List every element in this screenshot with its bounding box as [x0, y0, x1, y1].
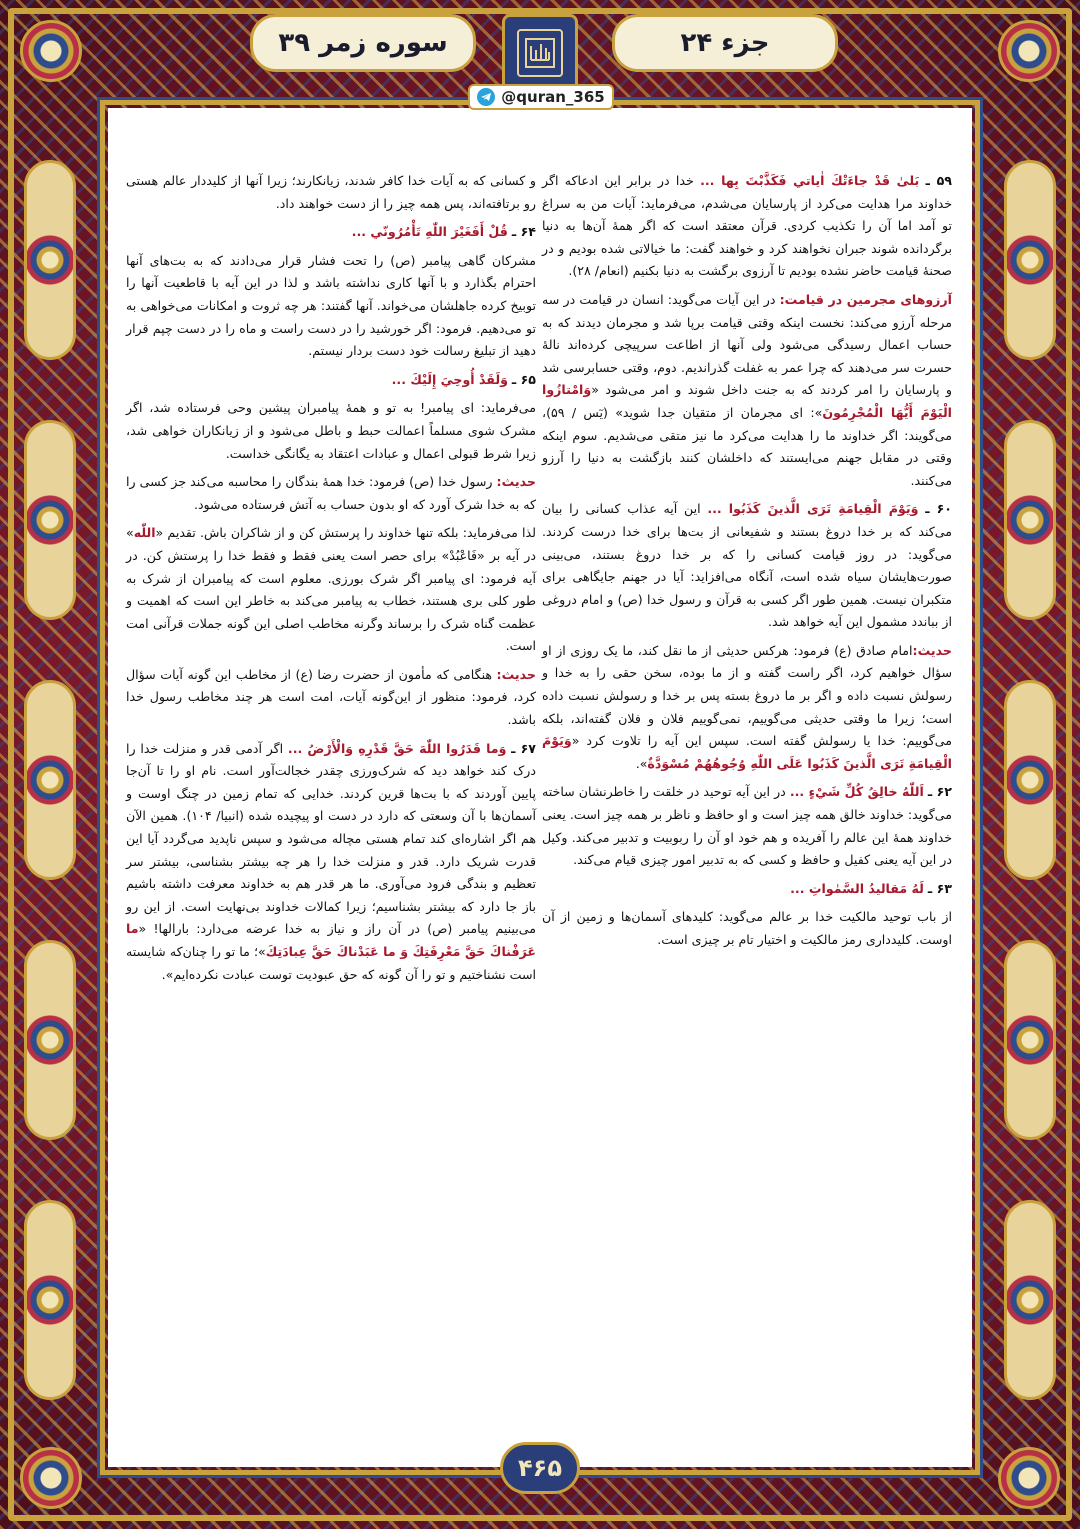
- surah-title: سوره زمر ۳۹: [250, 14, 476, 72]
- page-number: ۴۶۵: [500, 1442, 580, 1494]
- side-ornament-icon: [1004, 420, 1056, 620]
- paragraph: از باب توحید مالکیت خدا بر عالم می‌گوید: کلیدهای آسمان‌ها و زمین از آن اوست. کلیدداری رمز مالکیت و اختیار تام بر چیزی است.: [542, 909, 952, 947]
- paragraph: مشرکان گاهی پیامبر (ص) را تحت فشار قرار می‌دادند که به بت‌های آنها احترام بگذارد و با آنها کاری نداشته باشد و لذا در این آیه با قاطعیت آنها را توبیخ کرده جاهلشان می‌خواند. آنها گفتند: هر چه ثروت و امکانات می‌خواهی به تو می‌دهیم. فرمود: اگر خورشید را در دست راست و ماه را در دست چپم قرار دهید از تبلیغ رسالت خود دست بردار نیستم.: [126, 252, 536, 359]
- hadith-label: حدیث:: [496, 666, 536, 682]
- quran-logo-icon: [517, 29, 563, 77]
- verse-text: بَلىٰ قَدْ جاءَتْكَ اٰياتي فَكَذَّبْتَ بِها ...: [700, 173, 920, 188]
- section-label: آرزوهای مجرمین در قیامت:: [779, 291, 952, 307]
- paragraph: ۶۳ ـ لَهُ مَقاليدُ السَّمٰواتِ ...: [790, 880, 952, 896]
- verse-text: وَيَوْمَ الْقِيامَةِ تَرَى الَّذينَ كَذَبُوا عَلَى اللّٰهِ وُجُوهُهُمْ مُسْوَدَّةٌ: [542, 733, 952, 771]
- paragraph: ۶۰ ـ وَيَوْمَ الْقِيامَةِ تَرَى الَّذينَ كَذَبُوا ... این آیه عذاب کسانی را بیان می‌کند که بر خدا دروغ بستند و شفیعانی از بت‌ها برای خدا درست کردند. می‌گوید: در روز قیامت کسانی را که بر خدا دروغ بستند، می‌بینی صورت‌هایشان سیاه شده است، آنگاه می‌افزاید: آیا در جهنم جایگاهی برای متکبران نیست. همین طور اگر کسی به قرآن و رسول خدا (ص) و امام دروغی از بباندد مشمول این آیه خواهد شد.: [542, 501, 952, 630]
- verse-text: وَلَقَدْ أُوحِيَ إِلَيْكَ ...: [391, 371, 508, 387]
- verse-text: قُلْ أَفَغَيْرَ اللّٰهِ تَأْمُرُونّي ...: [351, 224, 508, 240]
- telegram-icon: [477, 88, 495, 106]
- paragraph: لذا می‌فرماید: بلکه تنها خداوند را پرستش کن و از شاکران باش. تقدیم «اللّٰه» در آیه بر «فَاعْبُدْ» برای حصر است یعنی فقط و فقط خدا را پرستش کن. در آیه فرمود: ای پیامبر اگر شرک بورزی. معلوم است که پیامبران از شرک به طور کلی بری هستند، خطاب به پیامبر می‌کند به خاطر این است که اهمیت و عظمت گناه شرک را برساند وگرنه مخاطب اصلی این گونه جملات قرآنی امت است.: [126, 525, 536, 654]
- side-ornament-icon: [1004, 940, 1056, 1140]
- corner-rosette-icon: [20, 20, 82, 82]
- side-ornament-icon: [24, 940, 76, 1140]
- paragraph: ۵۹ ـ بَلىٰ قَدْ جاءَتْكَ اٰياتي فَكَذَّبْتَ بِها ... خدا در برابر این ادعاکه اگر خداوند مرا هدایت می‌کرد از پارسایان می‌شدم، می‌فرماید: آیات من به سراغ تو آمد اما آن را تکذیب کردی. قرآن معتقد است که اگر همهٔ آن‌ها به دنیا برگردانده شوند جبران نخواهند کرد و خواهند گفت: ما خیالاتی شده بودیم و در صحنهٔ قیامت حاضر نشده بودیم تا آرزوی برگشت به دنیا بکنیم (انعام/ ۲۸).: [542, 173, 952, 279]
- corner-rosette-icon: [998, 1447, 1060, 1509]
- paragraph: حدیث:امام صادق (ع) فرمود: هرکس حدیثی از ما نقل کند، ما یک روزی از او سؤال خواهیم کرد، اگر راست گفته و از ما بوده، سخن حقی را به خدا و رسولش نسبت داده و اگر بر ما دروغ بسته پس بر خدا و رسولش نسبت داده است؛ زیرا ما وقتی حدیثی می‌گوییم، نمی‌گوییم فلان و فلان گفته‌اند، بلکه می‌گوییم: خدا یا رسولش گفته است. سپس این آیه را تلاوت کرد «وَيَوْمَ الْقِيامَةِ تَرَى الَّذينَ كَذَبُوا عَلَى اللّٰهِ وُجُوهُهُمْ مُسْوَدَّةٌ».: [542, 642, 952, 771]
- paragraph: ۶۵ ـ وَلَقَدْ أُوحِيَ إِلَيْكَ ...: [391, 371, 536, 387]
- paragraph: حدیث: هنگامی که مأمون از حضرت رضا (ع) از مخاطب این گونه آیات سؤال کرد، فرمود: منظور از این‌گونه آیات، امت است هر چند مخاطب رسول خدا باشد.: [126, 666, 536, 728]
- paragraph: ۶۲ ـ اَللّٰهُ خالِقُ كُلِّ شَيْءٍ ... در این آیه توحید در خلقت را خاطرنشان ساخته می‌گوید: خداوند خالق همه چیز است و او حافظ و ناظر بر همه چیز است. یعنی خداوند همهٔ این عالم را آفریده و هم خود او آن را ربوبیت و تدبیر می‌کند. وکیل در این آیه یعنی کفیل و حافظ و کسی که به تدبیر امور چیزی قیام می‌کند.: [542, 784, 952, 868]
- side-ornament-icon: [1004, 680, 1056, 880]
- quran-logo: [502, 14, 578, 92]
- verse-text: وَامْتازُوا الْيَوْمَ أَيُّهَا الْمُجْرِمُونَ: [542, 382, 952, 420]
- calligraphy-icon: [523, 36, 557, 70]
- hadith-label: حدیث:: [496, 474, 536, 490]
- side-ornament-icon: [24, 1200, 76, 1400]
- verse-text: ما عَرَفْناكَ حَقَّ مَعْرِفَتِكَ وَ ما عَبَدْناكَ حَقَّ عِبادَتِكَ: [126, 921, 537, 959]
- paragraph: حدیث: رسول خدا (ص) فرمود: خدا همهٔ بندگان را محاسبه می‌کند جز کسی را که به خدا شرک آورد که او بدون حساب به آتش فرستاده می‌شود.: [126, 474, 536, 512]
- telegram-handle[interactable]: [468, 84, 614, 110]
- paragraph: و کسانی که به آیات خدا کافر شدند، زیانکارند؛ زیرا آنها از کلیددار عالم هستی رو برتافته‌اند، پس همه چیز را از دست خواهند داد.: [126, 173, 536, 211]
- side-ornament-icon: [1004, 160, 1056, 360]
- verse-text: وَيَوْمَ الْقِيامَةِ تَرَى الَّذينَ كَذَبُوا ...: [707, 501, 919, 517]
- juz-title: جزء ۲۴: [612, 14, 838, 72]
- corner-rosette-icon: [20, 1447, 82, 1509]
- paragraph: آرزوهای مجرمین در قیامت: در این آیات می‌گوید: انسان در قیامت در سه مرحله آرزو می‌کند: نخست اینکه وقتی قیامت برپا شد و مجرمان دیدند که به حساب اعمال رسیدگی می‌شود ولی آنها از اطاعت سرپیچی کرده‌اند نالهٔ حسرت سر می‌دهند که چرا عمر به غفلت گذراندیم. دوم، وقتی حسابرسی شد و پارسایان را امر کردند که به جنت داخل شوند و امر می‌شود «وَامْتازُوا الْيَوْمَ أَيُّهَا الْمُجْرِمُونَ»: ای مجرمان از متقیان جدا شوید» (یٓس / ۵۹)، می‌گویند: اگر خداوند ما را هدایت می‌کرد ما نیز متقی می‌شدیم. سوم اینکه وقتی در مقابل جهنم می‌ایستند که داخلشان کنند بازگشت به دنیا را آرزو می‌کنند.: [542, 291, 952, 488]
- right-column: [542, 170, 952, 958]
- side-ornament-icon: [24, 680, 76, 880]
- side-ornament-icon: [24, 420, 76, 620]
- paragraph: ۶۴ ـ قُلْ أَفَغَيْرَ اللّٰهِ تَأْمُرُونّي ...: [351, 224, 536, 240]
- hadith-label: حدیث:: [912, 642, 952, 658]
- verse-text: اللّٰه: [133, 525, 156, 541]
- paragraph: ۶۷ ـ وَما قَدَرُوا اللّٰهَ حَقَّ قَدْرِهِ وَالْأَرْضُ ... اگر آدمی قدر و منزلت خدا را درک کند خواهد دید که شرک‌ورزی چقدر خجالت‌آور است. نام او را تا آن‌جا پایین آوردند که با بت‌ها قرین کردند. خدایی که تمام زمین در چنگ اوست و آسمان‌ها با آن وسعتی که دارد در دست او پیچیده شده (انبیا/ ۱۰۴). همین الآن هم اگر اشاره‌ای کند تمام هستی مچاله می‌شود و سپس ناپدید می‌گردد آیا این قدرت شریک دارد. قدر و منزلت خدا را هر چه بیشتر بشناسی، بیشتر سر تعظیم و بندگی فرود می‌آوری. ما هر قدر هم به خداوند معرفت داشته باشیم باز جا دارد که بیشتر بشناسیم؛ زیرا کمالات خداوند بی‌نهایت است. از این رو می‌بینیم پیامبر (ص) در آن راز و نیاز به خدا عرضه می‌دارد: بارالها! «ما عَرَفْناكَ حَقَّ مَعْرِفَتِكَ وَ ما عَبَدْناكَ حَقَّ عِبادَتِكَ»؛ ما تو را چنان‌که شایسته است نشناختیم و تو را آن گونه که حق عبودیت توست عبادت نکرده‌ایم».: [126, 740, 537, 982]
- verse-text: لَهُ مَقاليدُ السَّمٰواتِ ...: [790, 880, 924, 896]
- left-column: [126, 170, 536, 992]
- verse-text: اَللّٰهُ خالِقُ كُلِّ شَيْءٍ ...: [789, 784, 924, 800]
- verse-text: وَما قَدَرُوا اللّٰهَ حَقَّ قَدْرِهِ وَالْأَرْضُ ...: [287, 740, 507, 756]
- corner-rosette-icon: [998, 20, 1060, 82]
- side-ornament-icon: [24, 160, 76, 360]
- side-ornament-icon: [1004, 1200, 1056, 1400]
- handle-text: @quran_365: [501, 88, 605, 106]
- paragraph: می‌فرماید: ای پیامبر! به تو و همهٔ پیامبران پیشین وحی فرستاده شد، اگر مشرک شوی مسلماً اعمالت حبط و باطل می‌شود و از زیانکاران خواهی شد، زیرا شرط قبولی اعمال و عبادات اعتقاد به یگانگی خداست.: [126, 400, 536, 461]
